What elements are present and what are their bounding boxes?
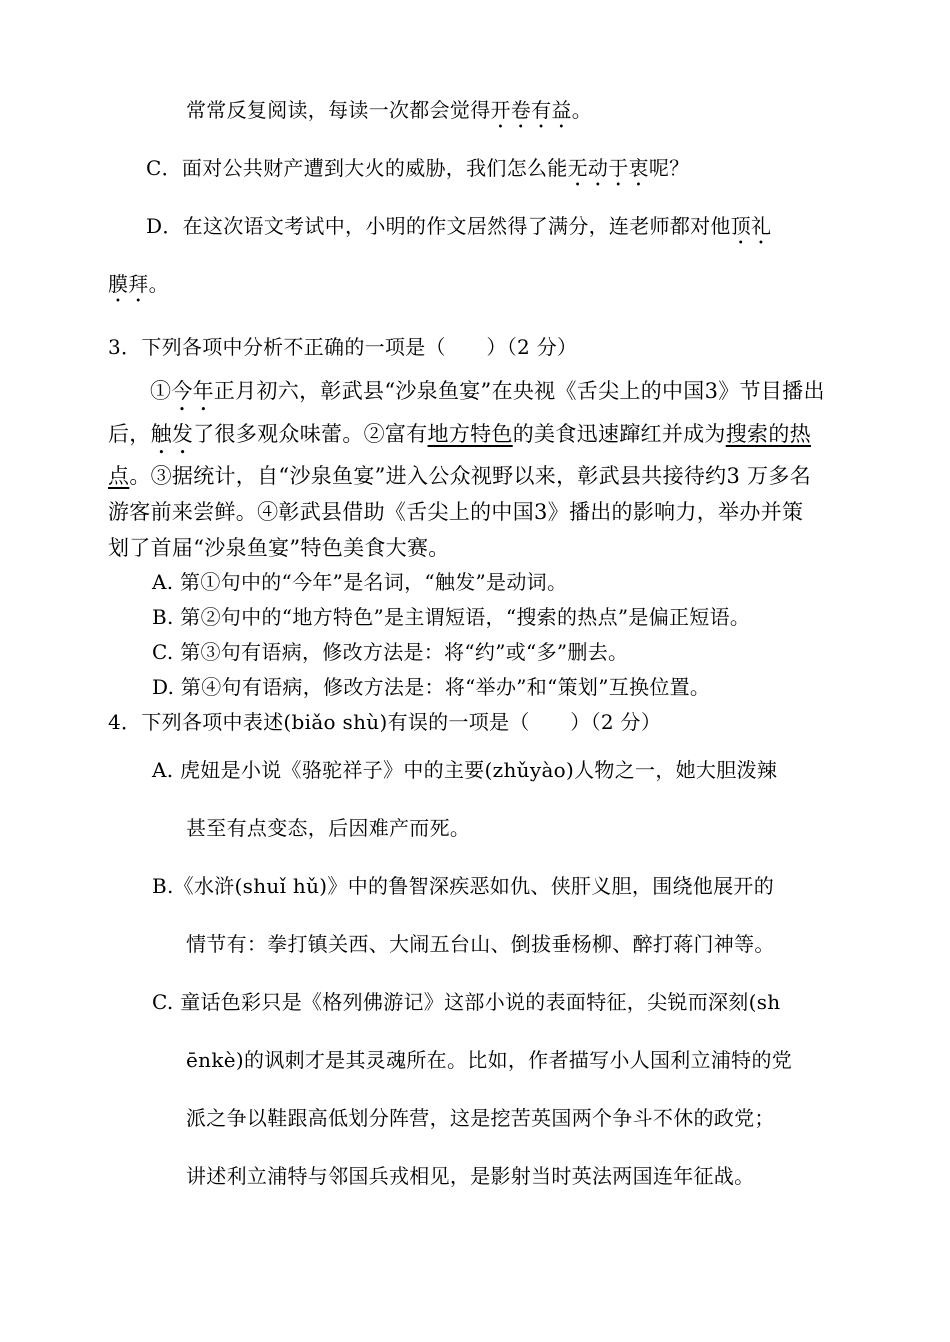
q3-passage-text: 了很多观众味蕾。②富有 (193, 422, 428, 446)
q3-passage-line-2 (108, 420, 811, 459)
q2-option-d-end: 。 (148, 272, 169, 296)
q2-option-d (146, 212, 771, 249)
q3-dotted-word-jinnian: 今年 (171, 379, 214, 403)
q3-passage-text: 的美食迅速蹿红并成为 (512, 422, 726, 446)
q3-underlined-sousuo-redian-end: 点 (108, 464, 130, 488)
q3-option-c: C. 第③句有语病，修改方法是：将“约”或“多”删去。 (152, 640, 629, 664)
q2-option-d-wrap (108, 270, 169, 307)
q3-option-a: A. 第①句中的“今年”是名词，“触发”是动词。 (152, 570, 568, 594)
q2-option-b-dotted-idiom: 开卷有益 (490, 98, 572, 122)
q4-option-b-line-1: B.《水浒(shuǐ hǔ)》中的鲁智深疾恶如仇、侠肝义胆，围绕他展开的 (152, 874, 775, 898)
q3-passage-text: 后， (108, 422, 151, 446)
q2-option-c-end: 呢？ (648, 156, 690, 180)
q2-option-b-text: 常常反复阅读，每读一次都会觉得 (186, 98, 491, 122)
q4-option-c-line-2: ēnkè)的讽刺才是其灵魂所在。比如，作者描写小人国利立浦特的党 (186, 1048, 793, 1072)
q4-stem: 4．下列各项中表述(biǎo shù)有误的一项是（ ）（2 分） (108, 710, 662, 734)
q3-passage-line-4: 游客前来尝鲜。④彰武县借助《舌尖上的中国3》播出的影响力，举办并策 (108, 500, 804, 524)
q3-stem: 3．下列各项中分析不正确的一项是（ ）（2 分） (108, 335, 578, 359)
q3-passage-line-1 (150, 377, 825, 416)
q4-option-c-line-1: C. 童话色彩只是《格列佛游记》这部小说的表面特征，尖锐而深刻(sh (152, 990, 781, 1014)
q2-option-c (146, 154, 689, 191)
q3-passage-text: 正月初六，彰武县“沙泉鱼宴”在央视《舌尖上的中国3》节目播出 (213, 379, 825, 403)
q2-option-d-dotted-idiom-part1: 顶礼 (730, 214, 772, 238)
q2-option-d-text: D．在这次语文考试中，小明的作文居然得了满分，连老师都对他 (146, 214, 731, 238)
q2-option-c-text: C．面对公共财产遭到大火的威胁，我们怎么能 (146, 156, 568, 180)
q4-option-b-line-2: 情节有：拳打镇关西、大闹五台山、倒拔垂杨柳、醉打蒋门神等。 (186, 932, 775, 956)
q3-underlined-sousuo-redian: 搜索的热 (725, 422, 811, 446)
q2-option-b-continued (186, 96, 592, 133)
q4-option-c-line-3: 派之争以鞋跟高低划分阵营，这是挖苦英国两个争斗不休的政党； (186, 1106, 775, 1130)
q3-underlined-difang-tese: 地方特色 (427, 422, 513, 446)
q3-passage-line-5: 划了首届“沙泉鱼宴”特色美食大赛。 (108, 536, 450, 560)
q4-option-a-line-2: 甚至有点变态，后因难产而死。 (186, 816, 471, 840)
q3-dotted-word-chufa: 触发 (150, 422, 194, 446)
q3-passage-line-3 (108, 462, 811, 490)
q2-option-d-dotted-idiom-part2: 膜拜 (108, 272, 149, 296)
q2-option-b-end: 。 (571, 98, 593, 122)
q2-option-c-dotted-idiom: 无动于衷 (567, 156, 649, 180)
q4-option-c-line-4: 讲述利立浦特与邻国兵戎相见，是影射当时英法两国连年征战。 (186, 1164, 755, 1188)
q3-passage-text: 。③据统计，自“沙泉鱼宴”进入公众视野以来，彰武县共接待约3 万多名 (129, 464, 812, 488)
q3-option-d: D. 第④句有语病，修改方法是：将“举办”和“策划”互换位置。 (152, 675, 711, 699)
q4-option-a-line-1: A. 虎妞是小说《骆驼祥子》中的主要(zhǔyào)人物之一，她大胆泼辣 (152, 758, 778, 782)
q3-option-b: B. 第②句中的“地方特色”是主谓短语，“搜索的热点”是偏正短语。 (152, 605, 751, 629)
q3-sentence-marker-1: ① (150, 379, 172, 403)
